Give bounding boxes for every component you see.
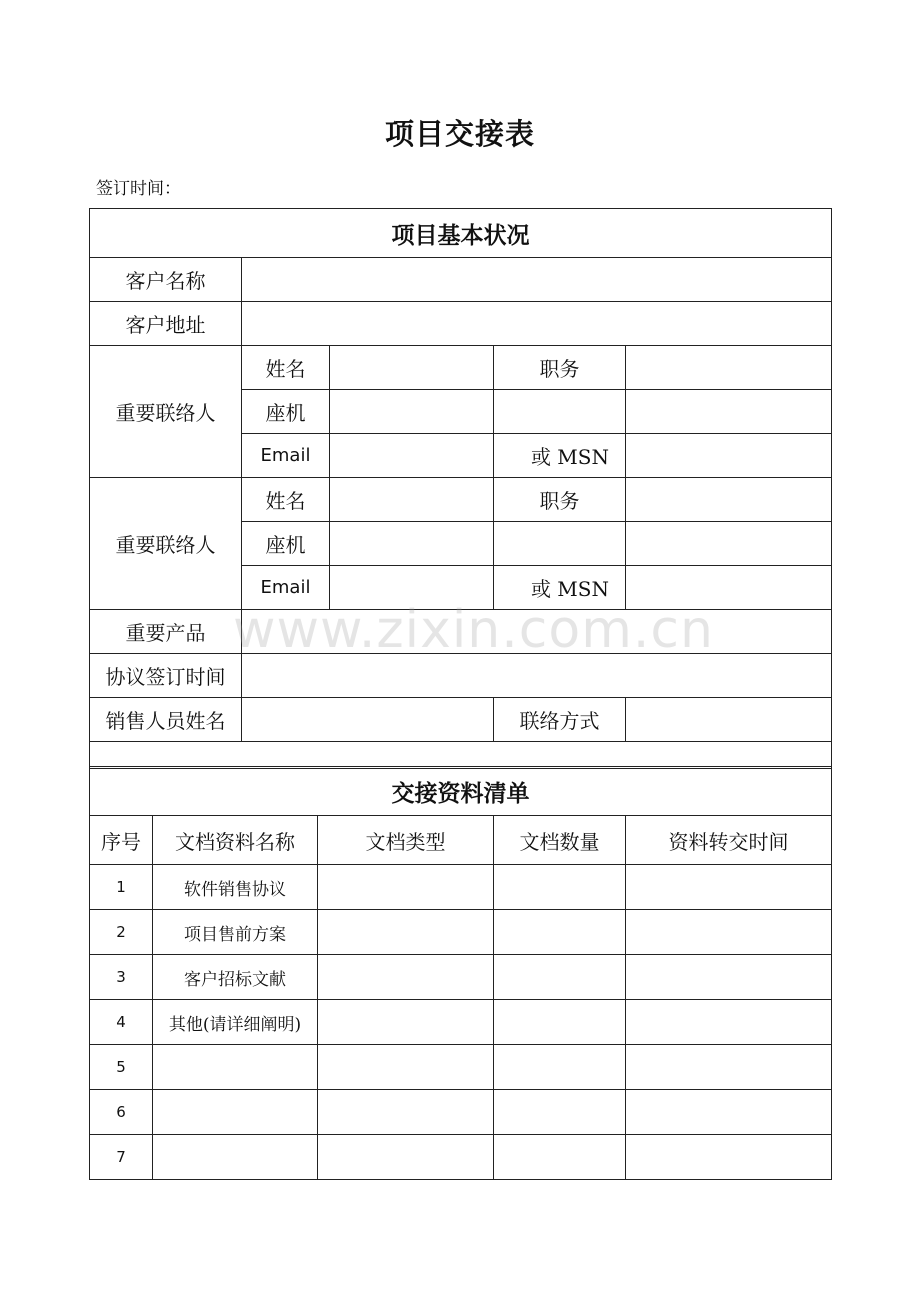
section-header-basic: 项目基本状况 [90, 209, 832, 258]
row-transfer-time-field[interactable] [626, 865, 832, 910]
row-doc-name: 软件销售协议 [153, 865, 318, 910]
row-transfer-time-field[interactable] [626, 1135, 832, 1180]
row-doc-count-field[interactable] [494, 1045, 626, 1090]
table-row [90, 865, 832, 910]
customer-address-label: 客户地址 [90, 302, 242, 346]
contact-1-msn-field[interactable] [626, 434, 832, 478]
row-doc-type-field[interactable] [318, 910, 494, 955]
contact-1-phone-field[interactable] [330, 390, 494, 434]
row-doc-type-field[interactable] [318, 1045, 494, 1090]
contact-1-phone-label: 座机 [242, 390, 330, 434]
contact-1-name-label: 姓名 [242, 346, 330, 390]
row-doc-name: 客户招标文献 [153, 955, 318, 1000]
table-row [90, 1000, 832, 1045]
project-basic-table [89, 208, 832, 769]
contact-2-extra-field-a[interactable] [494, 522, 626, 566]
row-no: 7 [90, 1135, 153, 1180]
customer-name-field[interactable] [242, 258, 832, 302]
row-doc-type-field[interactable] [318, 1090, 494, 1135]
row-doc-type-field[interactable] [318, 955, 494, 1000]
contact-method-field[interactable] [626, 698, 832, 742]
row-doc-type-field[interactable] [318, 1000, 494, 1045]
col-header-no: 序号 [90, 816, 153, 865]
row-doc-name: 其他(请详细阐明) [153, 1000, 318, 1045]
watermark: www.zixin.com.cn [233, 600, 714, 660]
row-doc-count-field[interactable] [494, 910, 626, 955]
customer-address-field[interactable] [242, 302, 832, 346]
contact-1-email-field[interactable] [330, 434, 494, 478]
contact-2-msn-label [494, 566, 626, 610]
col-header-doc-type: 文档类型 [318, 816, 494, 865]
row-transfer-time-field[interactable] [626, 1045, 832, 1090]
contact-1-email-label: Email [242, 434, 330, 478]
row-doc-count-field[interactable] [494, 1090, 626, 1135]
contact-1-msn-label [494, 434, 626, 478]
row-transfer-time-field[interactable] [626, 1090, 832, 1135]
table-row [90, 1045, 832, 1090]
row-doc-name: 项目售前方案 [153, 910, 318, 955]
contact-2-msn-field[interactable] [626, 566, 832, 610]
row-doc-count-field[interactable] [494, 955, 626, 1000]
customer-name-label: 客户名称 [90, 258, 242, 302]
row-doc-type-field[interactable] [318, 865, 494, 910]
row-transfer-time-field[interactable] [626, 910, 832, 955]
section-header-docs: 交接资料清单 [90, 767, 832, 816]
main-product-label: 重要产品 [90, 610, 242, 654]
contact-1-extra-field-b[interactable] [626, 390, 832, 434]
table-row [90, 1135, 832, 1180]
main-product-field[interactable] [242, 610, 832, 654]
row-no: 5 [90, 1045, 153, 1090]
row-no: 1 [90, 865, 153, 910]
row-doc-type-field[interactable] [318, 1135, 494, 1180]
contact-2-name-label: 姓名 [242, 478, 330, 522]
table-row [90, 910, 832, 955]
table-row [90, 955, 832, 1000]
contact-2-msn-text: 或 MSN [530, 577, 609, 601]
sales-name-field[interactable] [242, 698, 494, 742]
contact-2-phone-label: 座机 [242, 522, 330, 566]
contact-2-email-label: Email [242, 566, 330, 610]
row-no: 2 [90, 910, 153, 955]
row-no: 4 [90, 1000, 153, 1045]
table-row [90, 1090, 832, 1135]
sign-time-label: 签订时间： [96, 179, 181, 199]
contact-2-label: 重要联络人 [90, 478, 242, 610]
row-transfer-time-field[interactable] [626, 955, 832, 1000]
spacer-row [90, 742, 832, 769]
contact-1-position-label: 职务 [494, 346, 626, 390]
contact-2-extra-field-b[interactable] [626, 522, 832, 566]
col-header-doc-name: 文档资料名称 [153, 816, 318, 865]
contact-1-name-field[interactable] [330, 346, 494, 390]
row-doc-name-field[interactable] [153, 1135, 318, 1180]
col-header-transfer-time: 资料转交时间 [626, 816, 832, 865]
contact-2-phone-field[interactable] [330, 522, 494, 566]
agreement-time-field[interactable] [242, 654, 832, 698]
handover-docs-table [89, 766, 832, 1180]
contact-1-label: 重要联络人 [90, 346, 242, 478]
contact-1-msn-text: 或 MSN [530, 445, 609, 469]
row-no: 6 [90, 1090, 153, 1135]
contact-2-position-field[interactable] [626, 478, 832, 522]
page-title: 项目交接表 [384, 117, 535, 151]
col-header-doc-count: 文档数量 [494, 816, 626, 865]
row-doc-name-field[interactable] [153, 1045, 318, 1090]
contact-1-position-field[interactable] [626, 346, 832, 390]
contact-method-label: 联络方式 [494, 698, 626, 742]
row-doc-count-field[interactable] [494, 865, 626, 910]
row-transfer-time-field[interactable] [626, 1000, 832, 1045]
sales-name-label: 销售人员姓名 [90, 698, 242, 742]
contact-1-extra-field-a[interactable] [494, 390, 626, 434]
row-doc-count-field[interactable] [494, 1135, 626, 1180]
contact-2-email-field[interactable] [330, 566, 494, 610]
agreement-time-label: 协议签订时间 [90, 654, 242, 698]
row-doc-name-field[interactable] [153, 1090, 318, 1135]
row-no: 3 [90, 955, 153, 1000]
contact-2-position-label: 职务 [494, 478, 626, 522]
row-doc-count-field[interactable] [494, 1000, 626, 1045]
contact-2-name-field[interactable] [330, 478, 494, 522]
